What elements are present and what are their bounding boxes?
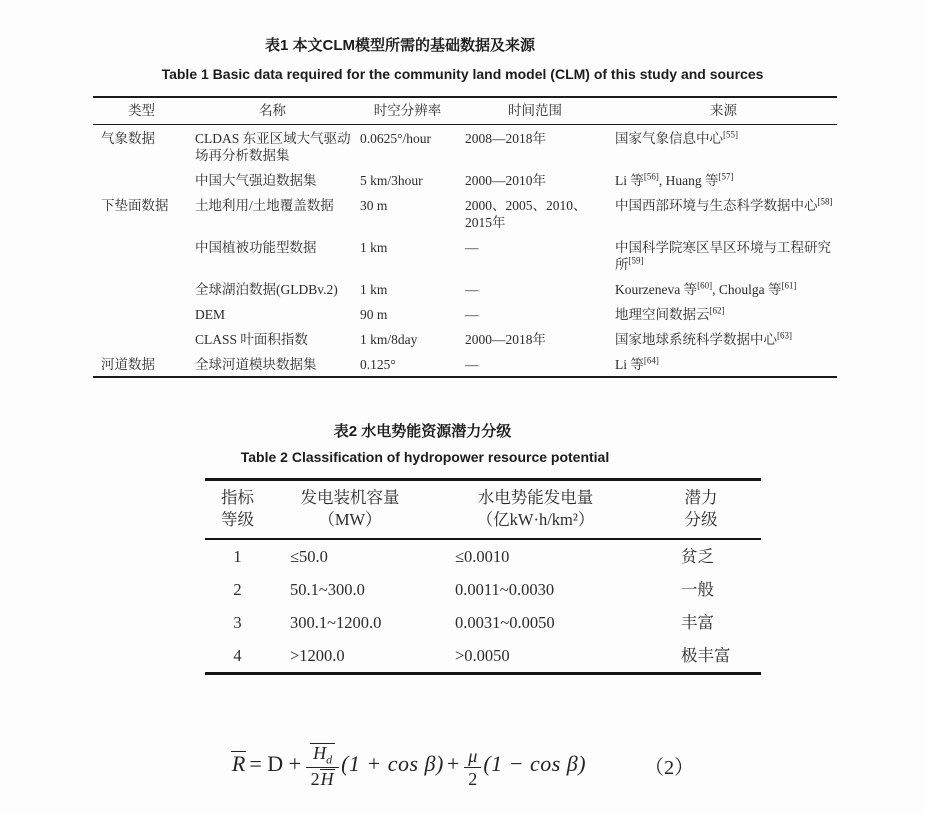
equation-2 — [0, 742, 925, 790]
denominator-2: 2 — [468, 769, 478, 790]
table2-column-header — [430, 480, 641, 540]
table1-cell-name: 全球湖泊数据(GLDBv.2) — [195, 281, 338, 297]
table1-cell-resolution: 5 km/3hour — [360, 172, 423, 188]
table1-cell-type — [93, 276, 190, 301]
table1-row — [93, 167, 837, 192]
table1-column-header: 名称 — [190, 97, 355, 125]
table1-cell-resolution: 90 m — [360, 306, 388, 322]
table2-header-line: （MW） — [318, 510, 382, 529]
table1-cell-type — [93, 326, 190, 351]
table1 — [93, 96, 837, 378]
table2-header-line: （亿kW·h/km²） — [476, 510, 595, 529]
citation-ref: [59] — [628, 255, 644, 265]
table2-cell-grade: 极丰富 — [681, 646, 731, 665]
table2-header-line: 水电势能发电量 — [477, 488, 594, 507]
table2-container — [205, 478, 761, 675]
table2-cell-level: 1 — [233, 547, 242, 566]
table1-row — [93, 125, 837, 168]
table1-cell-resolution: 1 km — [360, 239, 388, 255]
table2-header-line: 分级 — [684, 510, 718, 529]
table1-cell-period: — — [465, 281, 479, 297]
fraction-mu-over-2 — [464, 745, 481, 790]
citation-ref: [55] — [723, 129, 738, 139]
table2-header-line: 发电装机容量 — [300, 488, 400, 507]
table1-row — [93, 192, 837, 234]
table2-cell-capacity: ≤50.0 — [290, 547, 328, 566]
table1-cell-name: DEM — [195, 306, 225, 322]
table1-container — [93, 96, 837, 378]
table2-header-line: 潜力 — [684, 488, 718, 507]
table2 — [205, 478, 761, 675]
table1-cell-type — [93, 167, 190, 192]
table1-cell-period: 2000—2010年 — [465, 172, 546, 188]
table1-column-header: 类型 — [93, 97, 190, 125]
table2-cell-grade: 贫乏 — [681, 547, 714, 566]
table2-column-header — [641, 480, 761, 540]
table1-cell-period: — — [465, 239, 479, 255]
table1-cell-resolution: 0.0625°/hour — [360, 130, 432, 146]
table1-cell-source: 中国西部环境与生态科学数据中心[58] — [615, 196, 833, 213]
table1-row — [93, 301, 837, 326]
table1-cell-resolution: 0.125° — [360, 356, 396, 372]
table2-title-en: Table 2 Classification of hydropower resource potential — [240, 449, 610, 465]
citation-ref: [63] — [777, 330, 792, 340]
table1-cell-type — [93, 234, 190, 276]
table2-header-row — [205, 480, 761, 540]
table1-row — [93, 351, 837, 377]
table1-column-header: 时空分辨率 — [355, 97, 460, 125]
table1-row — [93, 276, 837, 301]
fraction-Hd-over-2H — [306, 742, 339, 790]
table1-row — [93, 326, 837, 351]
subscript-d: d — [326, 752, 333, 767]
table1-cell-name: CLDAS 东亚区域大气驱动场再分析数据集 — [195, 130, 351, 163]
var-mu: μ — [468, 745, 478, 766]
table2-cell-generation: 0.0031~0.0050 — [455, 613, 555, 632]
plus-operator: + — [446, 751, 460, 777]
table1-cell-period: 2008—2018年 — [465, 130, 546, 146]
table2-cell-generation: 0.0011~0.0030 — [455, 580, 555, 599]
table2-cell-level: 3 — [233, 613, 242, 632]
table1-column-header: 时间范围 — [460, 97, 610, 125]
table1-cell-source: Li 等[64] — [615, 355, 659, 372]
table1-header — [93, 97, 837, 125]
table2-column-header — [270, 480, 430, 540]
table1-column-header: 来源 — [610, 97, 837, 125]
table1-cell-source: 中国科学院寒区旱区环境与工程研究所[59] — [615, 239, 831, 272]
table2-cell-generation: >0.0050 — [455, 646, 510, 665]
term-1-minus-cos-beta: (1 − cos β) — [483, 751, 587, 777]
citation-ref: [64] — [643, 355, 659, 365]
table2-header-line: 指标 — [221, 488, 254, 507]
table2-header — [205, 480, 761, 540]
citation-ref: [62] — [709, 305, 725, 315]
citation-ref: [61] — [781, 280, 797, 290]
table1-cell-name: 土地利用/土地覆盖数据 — [195, 197, 334, 213]
citation-ref: [57] — [718, 171, 734, 181]
table2-row — [205, 606, 761, 639]
table1-cell-source: 国家气象信息中心[55] — [615, 129, 738, 146]
equation-operator: = D + — [249, 751, 302, 777]
table2-body — [205, 539, 761, 674]
table1-cell-name: CLASS 叶面积指数 — [195, 331, 308, 347]
table1-cell-name: 中国大气强迫数据集 — [195, 172, 317, 188]
table1-header-row — [93, 97, 837, 125]
table1-title-zh: 表1 本文CLM模型所需的基础数据及来源 — [264, 37, 535, 54]
table1-cell-source: Kourzeneva 等[60], Choulga 等[61] — [615, 280, 797, 297]
var-H-bar: H — [320, 769, 334, 790]
table1-cell-name: 全球河道模块数据集 — [195, 356, 317, 372]
table1-cell-resolution: 1 km — [360, 281, 388, 297]
table1-cell-period: 2000—2018年 — [465, 331, 546, 347]
table2-cell-level: 2 — [233, 580, 242, 599]
table2-cell-grade: 一般 — [681, 580, 714, 599]
table1-cell-period: 2000、2005、2010、2015年 — [465, 197, 587, 230]
table1-title-en: Table 1 Basic data required for the community land model (CLM) of this study and sources — [161, 66, 764, 82]
table2-cell-capacity: 300.1~1200.0 — [290, 613, 382, 632]
table2-title-zh: 表2 水电势能资源潜力分级 — [333, 423, 512, 440]
table2-cell-capacity: >1200.0 — [290, 646, 345, 665]
table1-cell-source: 地理空间数据云[62] — [615, 305, 725, 322]
table1-cell-name: 中国植被功能型数据 — [195, 239, 317, 255]
table1-row — [93, 234, 837, 276]
table1-cell-type: 河道数据 — [101, 356, 155, 372]
table1-cell-period: — — [465, 306, 479, 322]
equation-body — [231, 742, 586, 790]
table2-cell-grade: 丰富 — [681, 613, 714, 632]
table1-cell-source: 国家地球系统科学数据中心[63] — [615, 330, 792, 347]
table2-row — [205, 573, 761, 606]
citation-ref: [56] — [643, 171, 659, 181]
citation-ref: [58] — [817, 196, 833, 206]
table2-header-line: 等级 — [221, 510, 254, 529]
var-Hd: H — [313, 743, 327, 763]
equation-number: （2） — [644, 757, 695, 780]
coefficient-2: 2 — [310, 769, 320, 790]
table1-cell-source: Li 等[56], Huang 等[57] — [615, 171, 734, 188]
table2-cell-level: 4 — [233, 646, 242, 665]
table1-cell-type: 下垫面数据 — [101, 197, 169, 213]
table2-row — [205, 539, 761, 573]
table1-body — [93, 125, 837, 378]
table1-cell-type — [93, 301, 190, 326]
table2-cell-generation: ≤0.0010 — [455, 547, 510, 566]
var-R-bar: R — [231, 751, 246, 777]
table2-row — [205, 639, 761, 674]
table2-column-header — [205, 480, 270, 540]
table1-cell-period: — — [465, 356, 479, 372]
citation-ref: [60] — [697, 280, 713, 290]
table1-cell-resolution: 30 m — [360, 197, 388, 213]
table1-cell-type: 气象数据 — [101, 130, 155, 146]
table2-cell-capacity: 50.1~300.0 — [290, 580, 365, 599]
term-1-plus-cos-beta: (1 + cos β) — [341, 751, 444, 777]
table1-cell-resolution: 1 km/8day — [360, 331, 418, 347]
